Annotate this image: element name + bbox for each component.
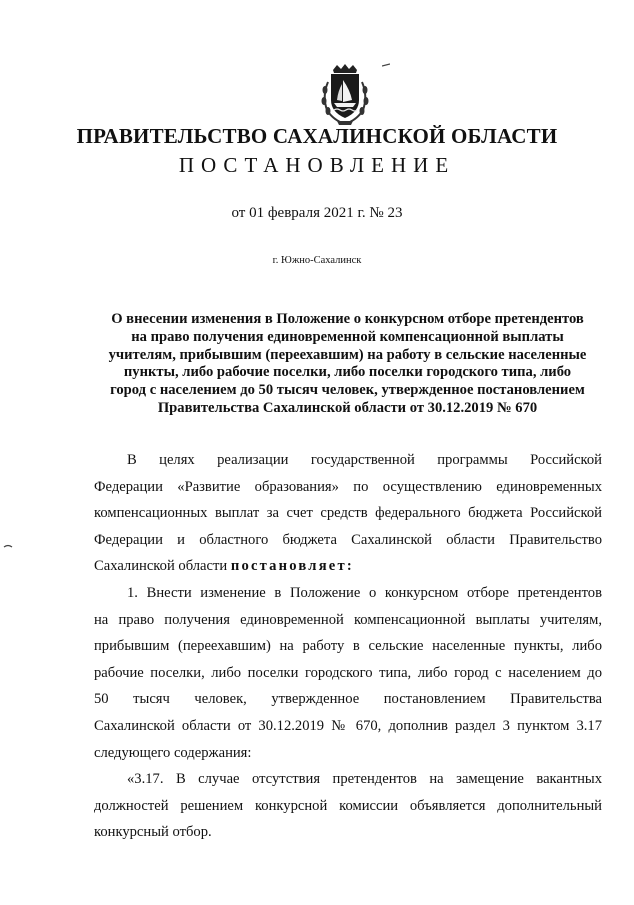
preamble-line: Федерации «Развитие образования» по осуществлению единовременных <box>94 478 602 495</box>
subject-line: Правительства Сахалинской области от 30.12.2019 № 670 <box>157 399 538 416</box>
preamble-line: компенсационных выплат за счет средств федерального бюджета Российской <box>94 505 602 522</box>
subject-line: на право получения единовременной компенсационной выплаты <box>131 328 564 345</box>
item317-line: конкурсный отбор. <box>94 824 212 841</box>
preamble-line: Федерации и областного бюджета Сахалинской области Правительство <box>94 531 602 548</box>
item1-line: прибывшим (переехавшим) на работу в сельские населенные пункты, либо <box>94 638 602 655</box>
document-body <box>94 447 602 846</box>
preamble-line: В целях реализации государственной программы Российской <box>127 452 602 468</box>
document-subject <box>95 311 600 418</box>
item1-line: Сахалинской области от 30.12.2019 № 670, дополнив раздел 3 пунктом 3.17 <box>94 717 602 734</box>
scan-mark <box>382 63 390 67</box>
document-city: г. Южно-Сахалинск <box>272 255 362 266</box>
subject-line: пункты, либо рабочие поселки, либо поселки городского типа, либо <box>123 364 572 381</box>
subject-line: учителям, прибывшим (переехавшим) на работу в сельские населенные <box>108 346 587 363</box>
document-type: ПОСТАНОВЛЕНИЕ <box>178 153 456 177</box>
preamble-line-last <box>94 553 602 580</box>
item1-line: на право получения единовременной компенсационной выплаты учителям, <box>94 611 602 628</box>
scan-mark <box>3 543 13 549</box>
item1-line: 50 тысяч человек, утвержденное постановлением Правительства <box>94 691 602 708</box>
preamble-last-text: Сахалинской области <box>94 558 231 575</box>
subject-line: О внесении изменения в Положение о конкурсном отборе претендентов <box>111 311 584 327</box>
document-date-number: от 01 февраля 2021 г. № 23 <box>231 205 403 221</box>
item1-line: следующего содержания: <box>94 744 252 761</box>
item317-line: должностей решением конкурсной комиссии объявляется дополнительный <box>94 797 602 814</box>
subject-line: город с населением до 50 тысяч человек, утвержденное постановлением <box>110 382 585 399</box>
government-title: ПРАВИТЕЛЬСТВО САХАЛИНСКОЙ ОБЛАСТИ <box>76 124 558 148</box>
item1-line: 1. Внести изменение в Положение о конкурсном отборе претендентов <box>127 584 602 601</box>
sakhalin-coat-of-arms-icon <box>319 64 371 126</box>
item1-line: рабочие поселки, либо поселки городского типа, либо город с населением до <box>94 664 602 681</box>
item317-line: «3.17. В случае отсутствия претендентов на замещение вакантных <box>127 771 602 788</box>
decree-word: постановляет: <box>230 558 354 575</box>
